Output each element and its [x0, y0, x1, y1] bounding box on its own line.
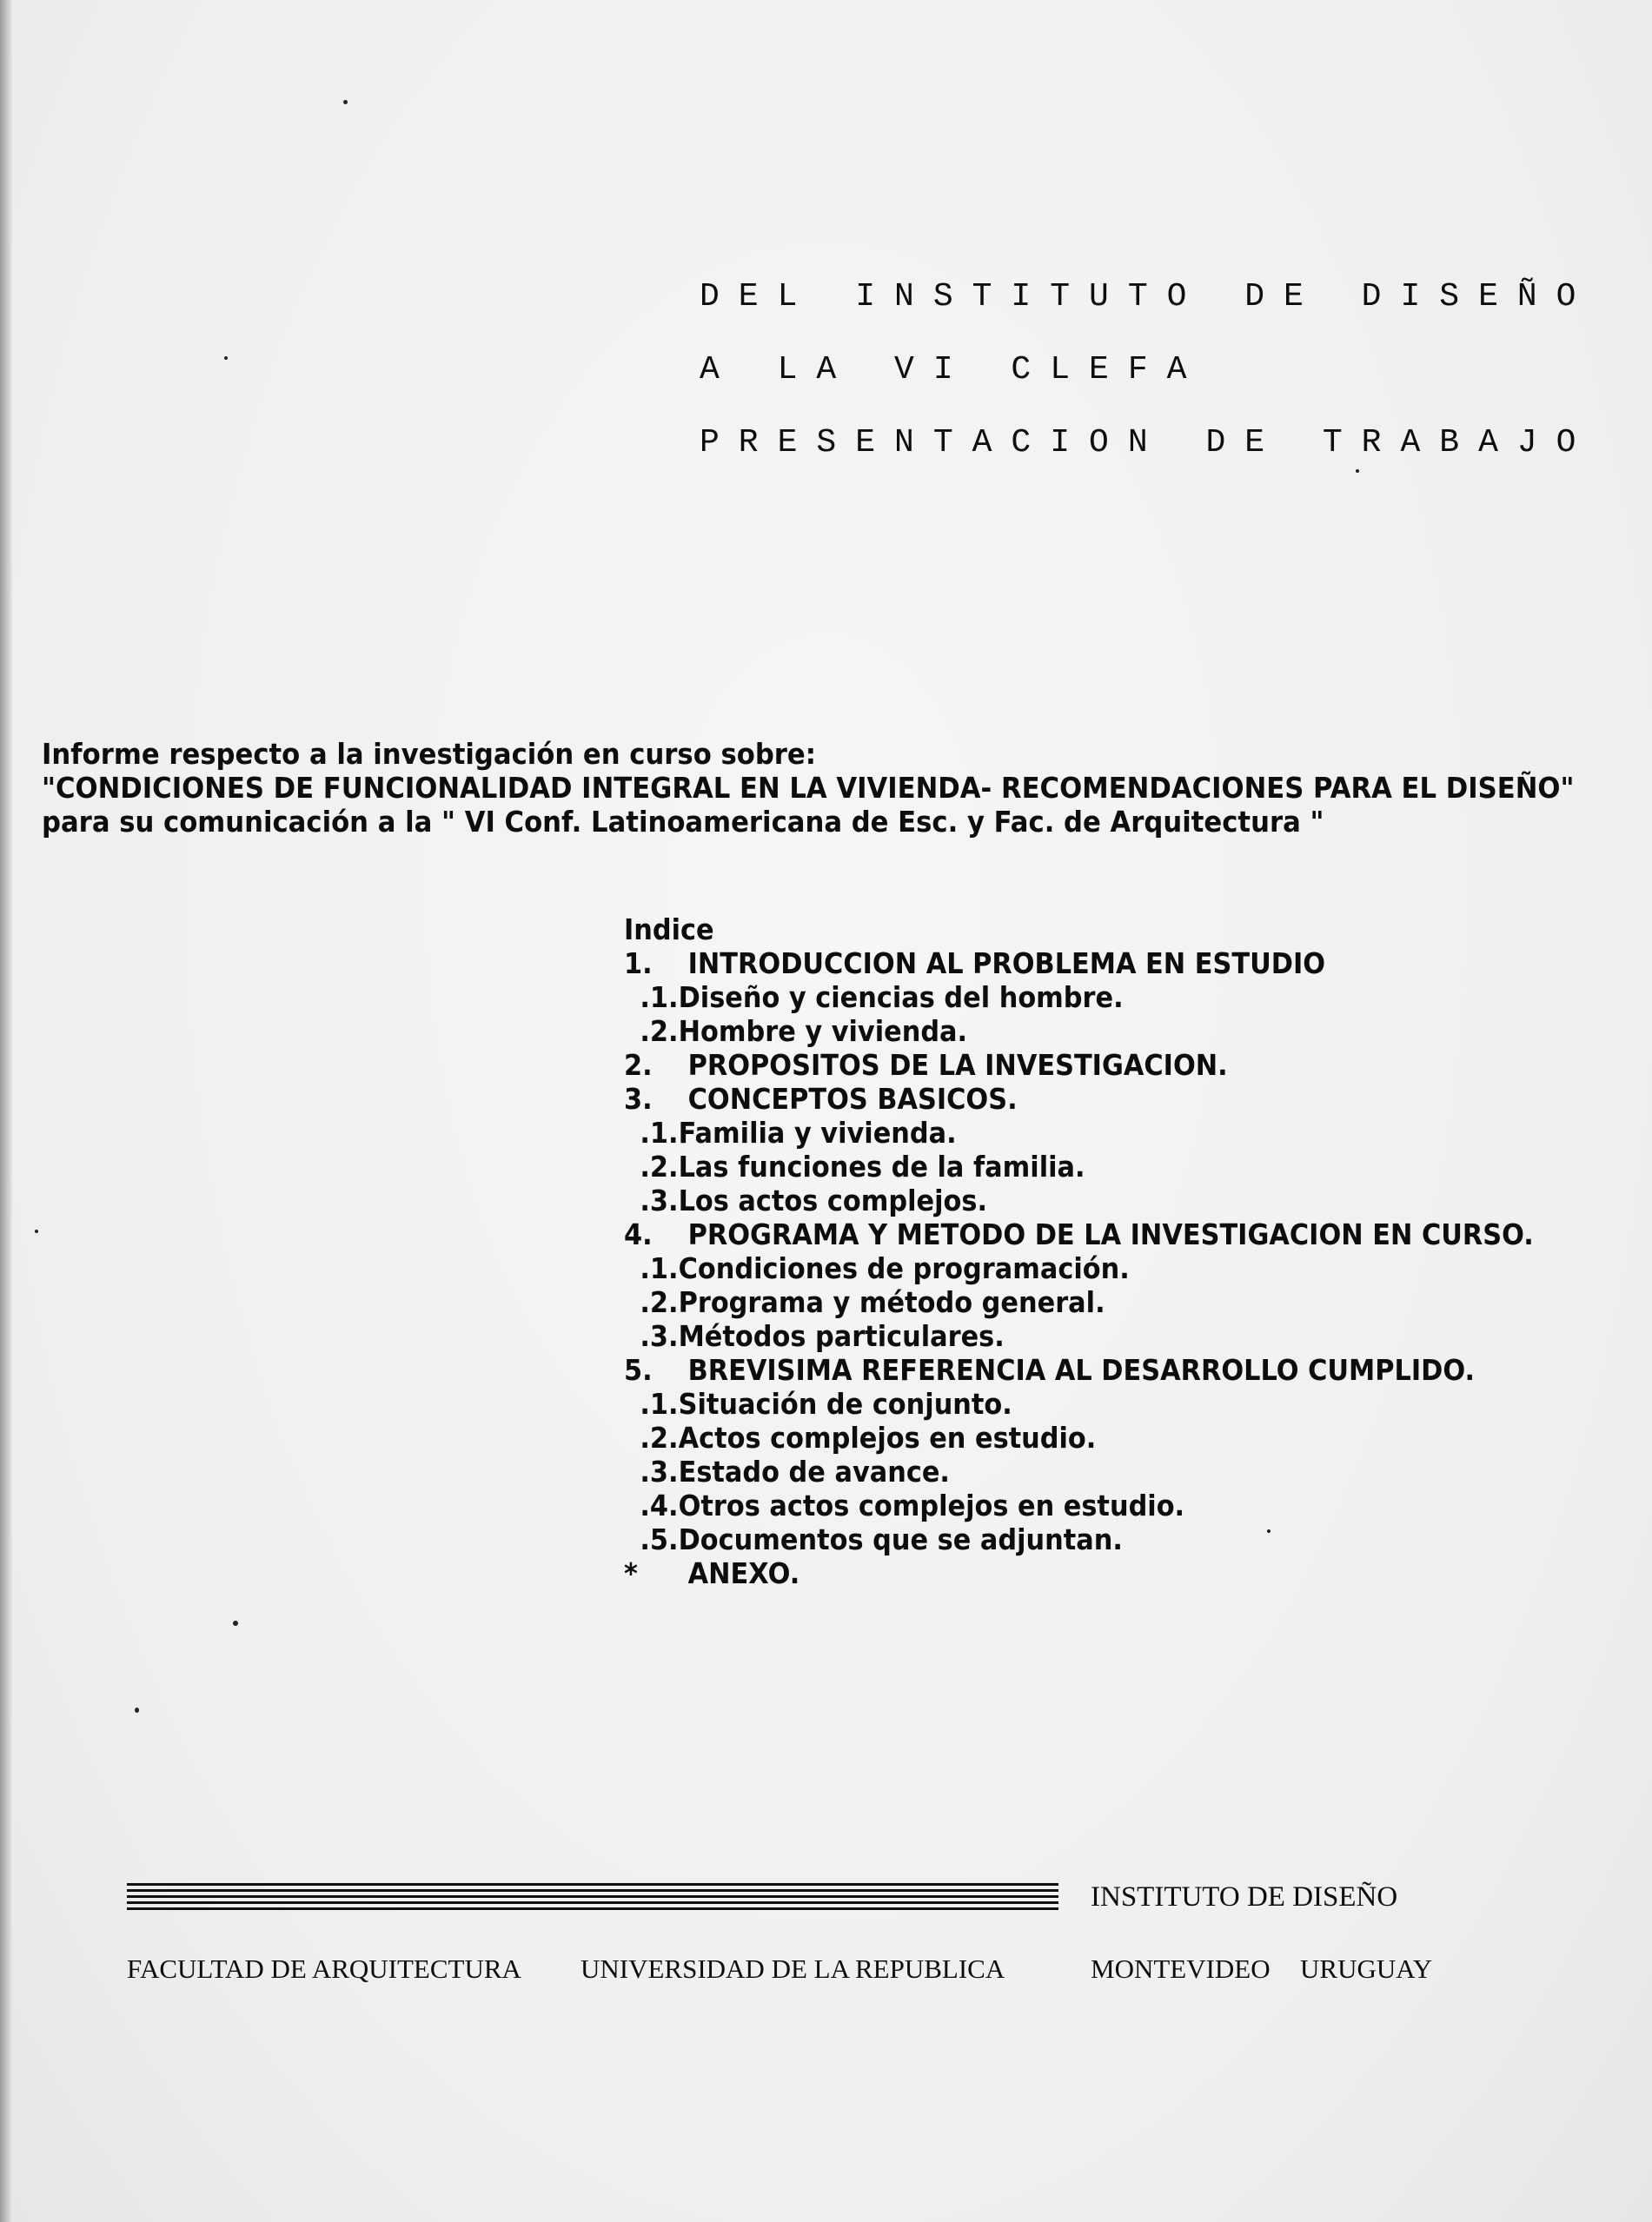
intro-line-3: para su comunicación a la " VI Conf. Latinoamericana de Esc. y Fac. de Arquitectura "	[42, 805, 1324, 839]
index-item	[624, 1522, 1534, 1556]
index-item	[624, 1556, 1534, 1590]
intro-line-2: "CONDICIONES DE FUNCIONALIDAD INTEGRAL EN LA VIVIENDA- RECOMENDACIONES PARA EL DISEÑO"	[42, 771, 1575, 805]
index-subitem-label: .5.Documentos que se adjuntan.	[640, 1522, 1123, 1556]
index-subitem-label: .2.Las funciones de la familia.	[640, 1150, 1085, 1184]
index-item	[624, 1184, 1534, 1217]
scan-speck	[233, 1621, 238, 1626]
intro-paragraph	[42, 737, 1574, 839]
index-item-number: *	[624, 1556, 638, 1590]
index-item-label: BREVISIMA REFERENCIA AL DESARROLLO CUMPLIDO.	[687, 1353, 1476, 1387]
index-item-label: ANEXO.	[687, 1556, 800, 1590]
index-subitem-label: .1.Familia y vivienda.	[640, 1116, 957, 1150]
index-item	[624, 1251, 1534, 1285]
table-of-contents	[624, 912, 1534, 1590]
footer-country: URUGUAY	[1300, 1953, 1433, 1984]
index-item	[624, 1014, 1534, 1048]
index-subitem-label: .2.Hombre y vivienda.	[640, 1014, 968, 1048]
index-subitem-label: .1.Situación de conjunto.	[640, 1387, 1012, 1421]
index-item-label: PROPOSITOS DE LA INVESTIGACION.	[687, 1048, 1228, 1082]
index-item	[624, 1048, 1534, 1082]
footer-rule-lines	[127, 1883, 1058, 1913]
index-item-number: 5.	[624, 1353, 653, 1387]
index-item	[624, 1455, 1534, 1489]
index-item	[624, 1116, 1534, 1150]
index-item	[624, 1319, 1534, 1353]
index-item-number: 2.	[624, 1048, 653, 1082]
index-item	[624, 1489, 1534, 1522]
index-item	[624, 1421, 1534, 1455]
scan-speck	[224, 356, 228, 360]
index-item	[624, 946, 1534, 980]
header-line-2: A LA VI CLEFA	[700, 351, 1206, 388]
scan-speck	[135, 1708, 139, 1713]
index-item	[624, 1217, 1534, 1251]
index-subitem-label: .3.Métodos particulares.	[640, 1319, 1005, 1353]
index-subitem-label: .2.Programa y método general.	[640, 1285, 1105, 1319]
scan-speck	[1267, 1529, 1271, 1533]
index-item	[624, 1285, 1534, 1319]
footer-faculty: FACULTAD DE ARQUITECTURA	[127, 1953, 521, 1984]
index-item-label: INTRODUCCION AL PROBLEMA EN ESTUDIO	[687, 946, 1326, 980]
index-item	[624, 1387, 1534, 1421]
header-line-3: PRESENTACION DE TRABAJO	[700, 424, 1596, 461]
footer-city: MONTEVIDEO	[1091, 1953, 1271, 1984]
footer-university: UNIVERSIDAD DE LA REPUBLICA	[581, 1953, 1005, 1984]
index-item	[624, 980, 1534, 1014]
index-subitem-label: .2.Actos complejos en estudio.	[640, 1421, 1097, 1455]
index-subitem-label: .1.Condiciones de programación.	[640, 1251, 1130, 1285]
scan-speck	[1356, 469, 1359, 473]
footer-institute: INSTITUTO DE DISEÑO	[1091, 1881, 1398, 1913]
index-items	[624, 946, 1534, 1590]
scan-speck	[343, 100, 348, 104]
index-subitem-label: .3.Los actos complejos.	[640, 1184, 988, 1217]
index-title: Indice	[624, 912, 714, 946]
scan-speck	[35, 1230, 38, 1233]
index-item	[624, 1082, 1534, 1116]
index-subitem-label: .3.Estado de avance.	[640, 1455, 950, 1489]
index-item-label: CONCEPTOS BASICOS.	[687, 1082, 1018, 1116]
index-item-number: 3.	[624, 1082, 653, 1116]
index-item	[624, 1150, 1534, 1184]
index-item-number: 1.	[624, 946, 653, 980]
page-edge-shadow	[0, 0, 12, 2222]
index-item-label: PROGRAMA Y METODO DE LA INVESTIGACION EN CURSO.	[687, 1217, 1534, 1251]
intro-line-1: Informe respecto a la investigación en curso sobre:	[42, 737, 817, 771]
index-subitem-label: .4.Otros actos complejos en estudio.	[640, 1489, 1185, 1522]
index-item	[624, 1353, 1534, 1387]
index-item-number: 4.	[624, 1217, 653, 1251]
header-line-1: DEL INSTITUTO DE DISEÑO	[700, 278, 1596, 315]
index-subitem-label: .1.Diseño y ciencias del hombre.	[640, 980, 1124, 1014]
document-header	[700, 261, 1596, 480]
